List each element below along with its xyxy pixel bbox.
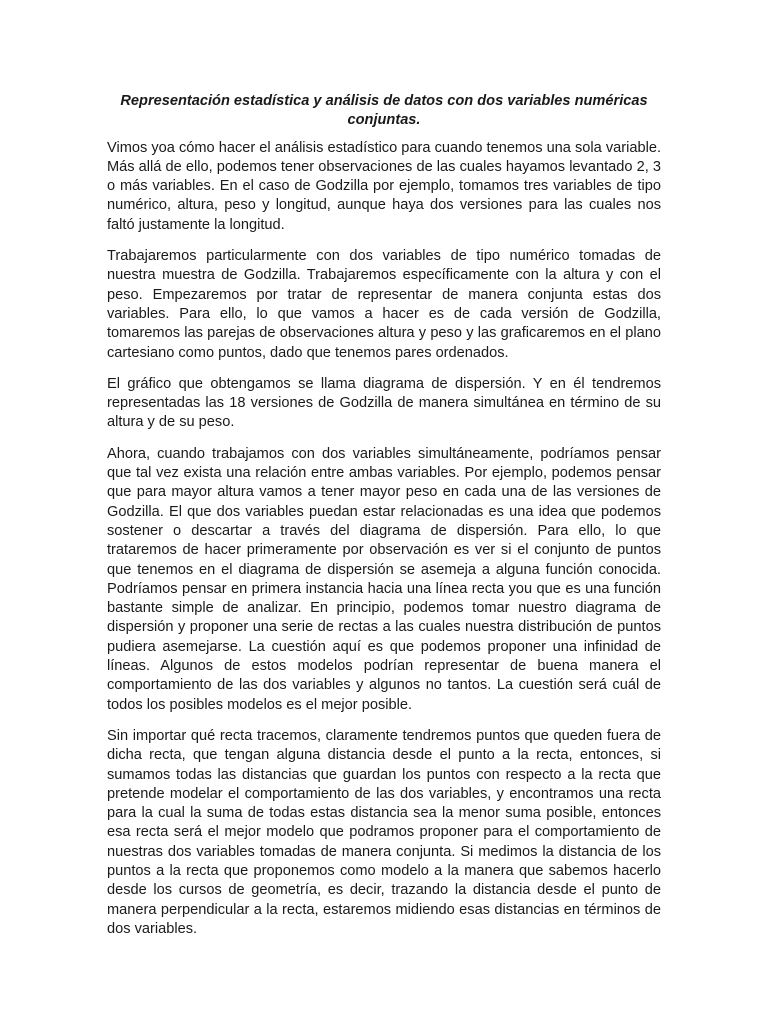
document-page xyxy=(107,92,661,951)
document-title: Representación estadística y análisis de datos con dos variables numéricas conjuntas. xyxy=(120,93,648,129)
paragraph-variables: Trabajaremos particularmente con dos variables de tipo numérico tomadas de nuestra muestra de Godzilla. Trabajaremos específicamente con la altura y con el peso. Empezaremos por tratar de representar de manera conjunta estas dos variables. Para ello, lo que vamos a hacer es de cada versión de Godzilla, tomaremos las parejas de observaciones altura y peso y las graficaremos en el plano cartesiano como puntos, dado que tenemos pares ordenados. xyxy=(107,248,661,361)
paragraph-scatter-plot: El gráfico que obtengamos se llama diagrama de dispersión. Y en él tendremos representadas las 18 versiones de Godzilla de manera simultánea en término de su altura y de su peso. xyxy=(107,375,661,431)
paragraph-intro: Vimos yoa cómo hacer el análisis estadístico para cuando tenemos una sola variable. Más allá de ello, podemos tener observaciones de las cuales hayamos levantado 2, 3 o más variables. En el caso de Godzilla por ejemplo, tomamos tres variables de tipo numérico, altura, peso y longitud, aunque haya dos versiones para las cuales nos faltó justamente la longitud. xyxy=(107,139,661,233)
paragraph-best-fit: Sin importar qué recta tracemos, claramente tendremos puntos que queden fuera de dicha recta, que tengan alguna distancia desde el punto a la recta, entonces, si sumamos todas las distancias que guardan los puntos con respecto a la recta que pretende modelar el comportamiento de las dos variables, y encontramos una recta para la cual la suma de todas estas distancia sea la menor suma posible, entonces esa recta será el mejor modelo que podramos proponer para el comportamiento de nuestras dos variables tomadas de manera conjunta. Si medimos la distancia de los puntos a la recta que proponemos como modelo a la manera que sabemos hacerlo desde los cursos de geometría, es decir, trazando la distancia desde el punto de manera perpendicular a la recta, estaremos midiendo esas distancias en términos de dos variables. xyxy=(107,727,661,937)
paragraph-relationship: Ahora, cuando trabajamos con dos variables simultáneamente, podríamos pensar que tal vez exista una relación entre ambas variables. Por ejemplo, podemos pensar que para mayor altura vamos a tener mayor peso en cada una de las versiones de Godzilla. El que dos variables puedan estar relacionadas es una idea que podemos sostener o descartar a través del diagrama de dispersión. Para ello, lo que trataremos de hacer primeramente por observación es ver si el conjunto de puntos que tenemos en el diagrama de dispersión se asemeja a alguna función conocida. Podríamos pensar en primera instancia hacia una línea recta you que es una función bastante simple de analizar. En principio, podemos tomar nuestro diagrama de dispersión y proponer una serie de rectas a las cuales nuestra distribución de puntos pudiera asemejarse. La cuestión aquí es que podemos proponer una infinidad de líneas. Algunos de estos modelos podrían representar de buena manera el comportamiento de las dos variables y algunos no tantos. La cuestión será cuál de todos los posibles modelos es el mejor posible. xyxy=(107,445,661,713)
